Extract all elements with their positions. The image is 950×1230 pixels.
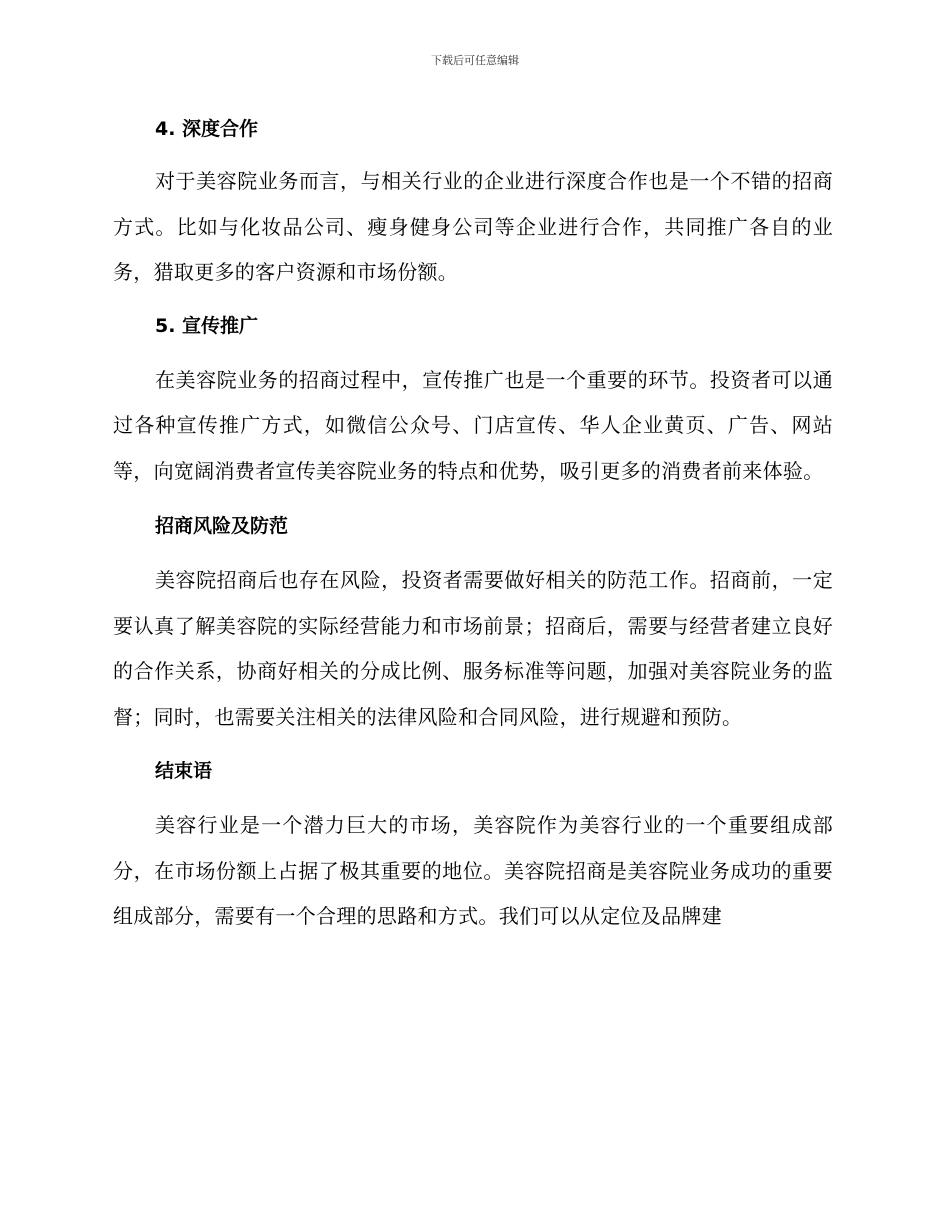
section-paragraph: 在美容院业务的招商过程中，宣传推广也是一个重要的环节。投资者可以通过各种宣传推广方式，如微信公众号、门店宣传、华人企业黄页、广告、网站等，向宽阔消费者宣传美容院业务的特点和优势，吸引更多的消费者前来体验。 xyxy=(113,367,833,483)
section-heading: 招商风险及防范 xyxy=(155,515,289,537)
section-promotion xyxy=(113,307,833,495)
section-paragraph: 对于美容院业务而言，与相关行业的企业进行深度合作也是一个不错的招商方式。比如与化妆品公司、瘦身健身公司等企业进行合作，共同推广各自的业务，猎取更多的客户资源和市场份额。 xyxy=(113,169,833,284)
section-risk-prevention xyxy=(113,507,833,740)
page-header: 下载后可任意编辑 xyxy=(431,54,519,67)
document-body xyxy=(113,110,833,940)
section-deep-cooperation xyxy=(113,110,833,296)
section-heading: 结束语 xyxy=(155,760,213,782)
section-conclusion xyxy=(113,752,833,940)
section-heading: 4. 深度合作 xyxy=(155,118,259,140)
section-heading: 5. 宣传推广 xyxy=(155,314,259,337)
section-paragraph: 美容行业是一个潜力巨大的市场，美容院作为美容行业的一个重要组成部分，在市场份额上占据了极其重要的地位。美容院招商是美容院业务成功的重要组成部分，需要有一个合理的思路和方式。我们可以从定位及品牌建 xyxy=(113,813,833,928)
section-paragraph: 美容院招商后也存在风险，投资者需要做好相关的防范工作。招商前，一定要认真了解美容院的实际经营能力和市场前景；招商后，需要与经营者建立良好的合作关系，协商好相关的分成比例、服务标准等问题，加强对美容院业务的监督；同时，也需要关注相关的法律风险和合同风险，进行规避和预防。 xyxy=(113,568,833,729)
